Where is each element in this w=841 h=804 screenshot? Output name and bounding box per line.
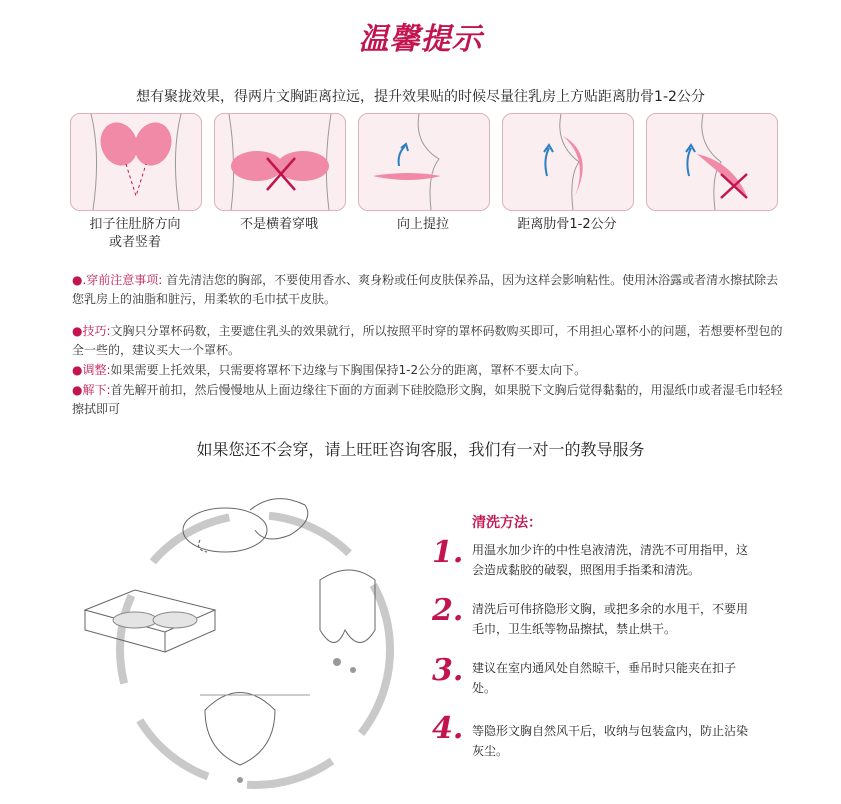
step-number: 4. xyxy=(432,711,464,746)
bullet-icon: ● xyxy=(72,273,83,287)
note-text: 如果需要上托效果，只需要将罩杯下边缘与下胸围保持1-2公分的距离，罩杯不要太向下。 xyxy=(110,363,587,377)
panel-caption-1: 扣子往肚脐方向 或者竖着 xyxy=(89,217,181,250)
illustration-panel-2 xyxy=(214,113,346,211)
note-remove xyxy=(72,381,790,419)
illustration-panel-5 xyxy=(646,113,778,211)
step-number: 2. xyxy=(432,593,464,628)
customer-service-note: 如果您还不会穿，请上旺旺咨询客服，我们有一对一的教导服务 xyxy=(196,440,645,459)
note-label: 技巧: xyxy=(82,324,111,338)
note-before-wear xyxy=(72,271,790,309)
bullet-icon: ● xyxy=(72,324,83,338)
washing-title: 清洗方法： xyxy=(472,515,542,531)
illustration-panel-3 xyxy=(358,113,490,211)
step-text: 等隐形文胸自然风干后，收纳与包装盒内，防止沾染灰尘。 xyxy=(472,724,749,758)
step-text: 用温水加少许的中性皂液清洗，清洗不可用指甲，这会造成黏胶的破裂，照图用手指柔和清洗。 xyxy=(472,543,749,577)
washing-cycle-illustration xyxy=(75,480,435,800)
panel-caption-2: 不是横着穿哦 xyxy=(239,217,318,232)
panel-caption-3: 向上提拉 xyxy=(396,217,449,232)
note-label: 解下: xyxy=(82,383,111,397)
step-text: 建议在室内通风处自然晾干，垂吊时只能夹在扣子处。 xyxy=(472,661,737,695)
page-title: 温馨提示 xyxy=(358,22,483,57)
note-text: 首先清洁您的胸部，不要使用香水、爽身粉或任何皮肤保养品，因为这样会影响粘性。使用沐浴露或者清水擦拭除去您乳房上的油脂和脏污，用柔软的毛巾拭干皮肤。 xyxy=(72,273,779,306)
note-text: 文胸只分罩杯码数，主要遮住乳头的效果就行，所以按照平时穿的罩杯码数购买即可，不用担心罩杯小的问题，若想要杯型包的全一些的，建议买大一个罩杯。 xyxy=(72,324,783,357)
note-label: 调整: xyxy=(82,363,111,377)
bullet-icon: ● xyxy=(72,383,83,397)
note-adjust xyxy=(72,361,790,380)
panel-caption-4: 距离肋骨1-2公分 xyxy=(517,217,617,232)
illustration-panel-4 xyxy=(502,113,634,211)
note-tips xyxy=(72,322,790,360)
note-label: .穿前注意事项: xyxy=(82,273,163,287)
step-number: 3. xyxy=(432,653,464,688)
step-text: 清洗后可伟挤隐形文胸，或把多余的水甩干，不要用毛巾，卫生纸等物品擦拭，禁止烘干。 xyxy=(472,602,749,636)
subtitle: 想有聚拢效果，得两片文胸距离拉远，提升效果贴的时候尽量往乳房上方贴距离肋骨1-2公分 xyxy=(136,89,705,105)
step-number: 1. xyxy=(432,535,464,570)
illustration-panel-1 xyxy=(70,113,202,211)
note-text: 首先解开前扣，然后慢慢地从上面边缘往下面的方面剥下硅胶隐形文胸，如果脱下文胸后觉得黏黏的，用湿纸巾或者湿毛巾轻轻擦拭即可 xyxy=(72,383,783,416)
bullet-icon: ● xyxy=(72,363,83,377)
